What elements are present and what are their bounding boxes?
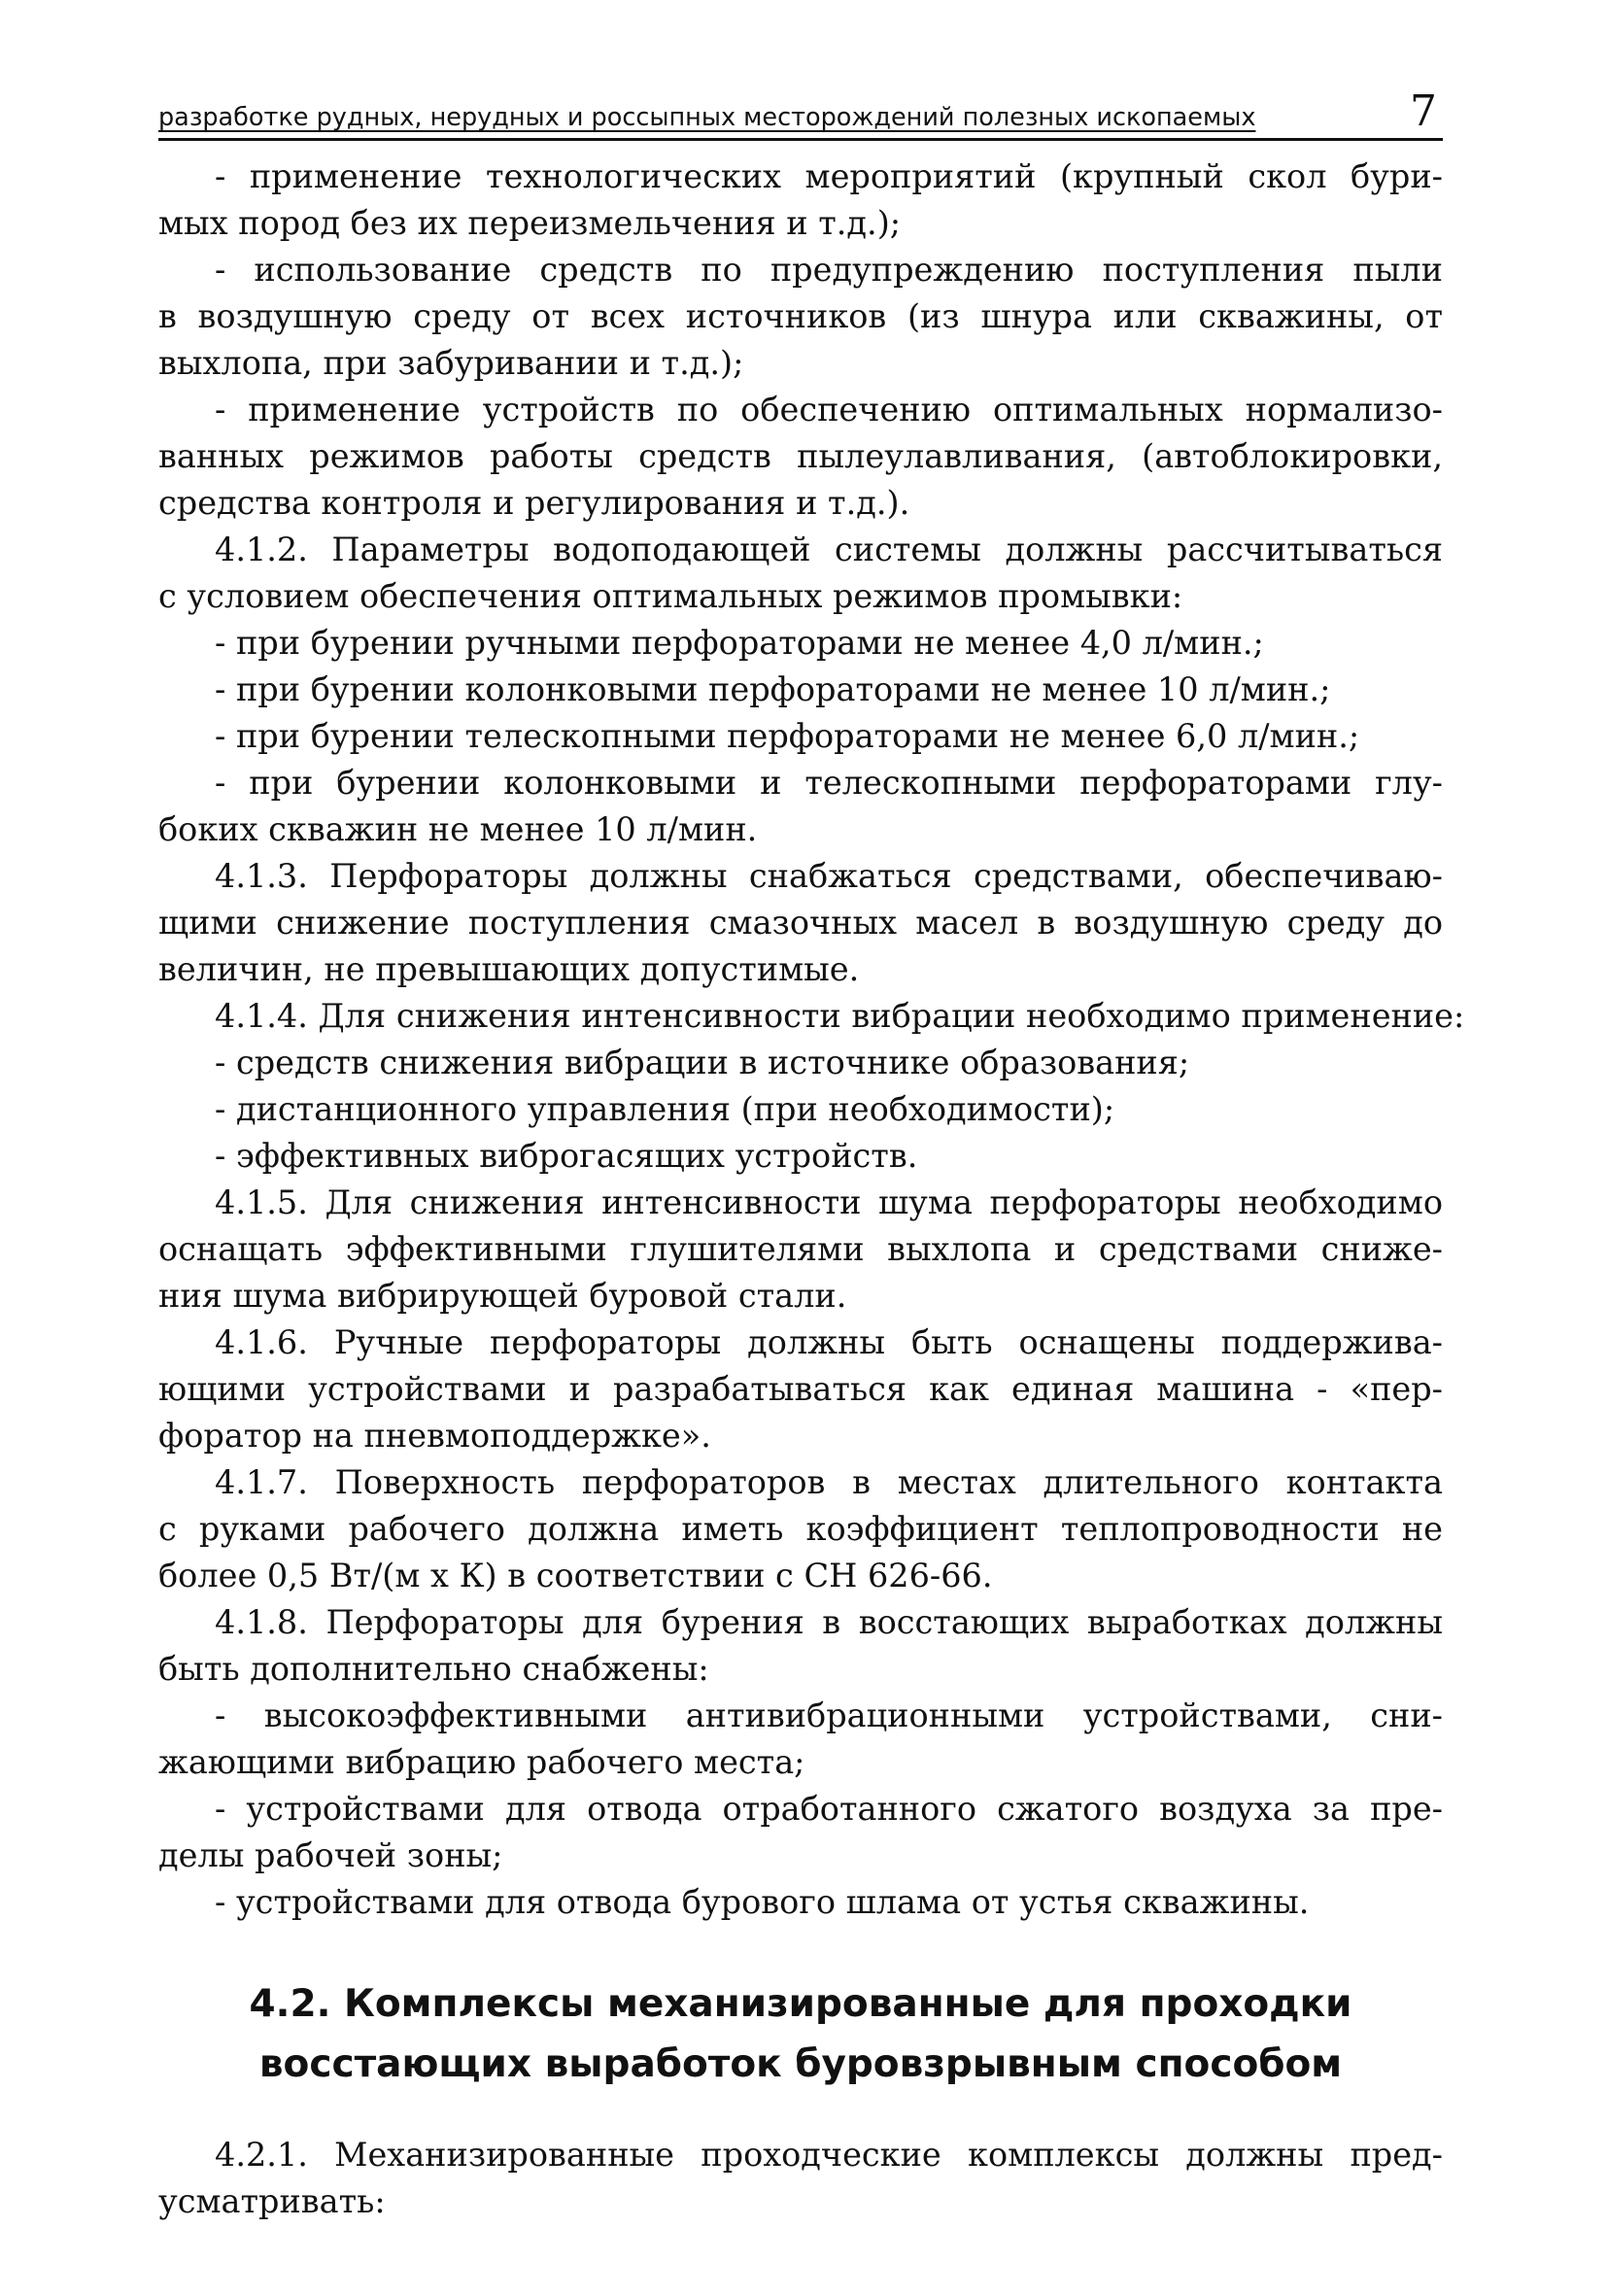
section-body-line: 4.2.1. Механизированные проходческие комплексы должны пред- bbox=[215, 2136, 1443, 2174]
body-line: - применение технологических мероприятий (крупный скол бури- bbox=[215, 157, 1443, 195]
running-header bbox=[158, 80, 1443, 141]
body-line: выхлопа, при забуривании и т.д.); bbox=[158, 344, 744, 382]
body-line: величин, не превышающих допустимые. bbox=[158, 950, 860, 988]
body-line: с руками рабочего должна иметь коэффициент теплопроводности не bbox=[158, 1510, 1443, 1548]
body-line: - при бурении колонковыми перфораторами не менее 10 л/мин.; bbox=[215, 670, 1331, 708]
body-line: - дистанционного управления (при необходимости); bbox=[215, 1090, 1115, 1128]
body-line: 4.1.6. Ручные перфораторы должны быть оснащены поддержива- bbox=[215, 1323, 1443, 1361]
body-line: делы рабочей зоны; bbox=[158, 1836, 503, 1874]
body-line: - применение устройств по обеспечению оптимальных нормализо- bbox=[215, 391, 1443, 428]
body-line: 4.1.4. Для снижения интенсивности вибрации необходимо применение: bbox=[215, 997, 1465, 1035]
body-line: 4.1.7. Поверхность перфораторов в местах длительного контакта bbox=[215, 1463, 1443, 1501]
body-line: ния шума вибрирующей буровой стали. bbox=[158, 1277, 847, 1315]
section-heading-line-2: восстающих выработок буровзрывным способом bbox=[258, 2042, 1343, 2086]
spacer bbox=[158, 2095, 1443, 2132]
body-line: мых пород без их переизмельчения и т.д.); bbox=[158, 204, 902, 242]
body-line: - устройствами для отвода отработанного сжатого воздуха за пре- bbox=[215, 1790, 1443, 1828]
body-line: средства контроля и регулирования и т.д.). bbox=[158, 484, 910, 522]
section-body-line: усматривать: bbox=[158, 2182, 386, 2220]
running-header-title: разработке рудных, нерудных и россыпных месторождений полезных ископаемых bbox=[158, 103, 1256, 132]
body-line: ющими устройствами и разрабатываться как единая машина - «пер- bbox=[158, 1370, 1443, 1408]
body-line: 4.1.8. Перфораторы для бурения в восстающих выработках должны bbox=[215, 1603, 1443, 1641]
body-line: форатор на пневмоподдержке». bbox=[158, 1417, 711, 1455]
body-line: - при бурении телескопными перфораторами не менее 6,0 л/мин.; bbox=[215, 717, 1360, 755]
page-number: 7 bbox=[1410, 86, 1437, 136]
body-line: - высокоэффективными антивибрационными устройствами, сни- bbox=[215, 1696, 1443, 1734]
body-line: 4.1.2. Параметры водоподающей системы должны рассчитываться bbox=[215, 531, 1443, 568]
body-line: 4.1.3. Перфораторы должны снабжаться средствами, обеспечиваю- bbox=[215, 857, 1443, 895]
page-body bbox=[158, 154, 1465, 2225]
body-line: 4.1.5. Для снижения интенсивности шума перфораторы необходимо bbox=[215, 1183, 1443, 1221]
body-line: - при бурении ручными перфораторами не менее 4,0 л/мин.; bbox=[215, 624, 1264, 662]
body-line: - устройствами для отвода бурового шлама от устья скважины. bbox=[215, 1883, 1310, 1921]
body-line: оснащать эффективными глушителями выхлопа и средствами сниже- bbox=[158, 1230, 1443, 1268]
spacer bbox=[158, 1926, 1443, 1974]
body-line: быть дополнительно снабжены: bbox=[158, 1650, 709, 1688]
body-line: ванных режимов работы средств пылеулавливания, (автоблокировки, bbox=[158, 437, 1443, 475]
body-line: - при бурении колонковыми и телескопными перфораторами глу- bbox=[215, 764, 1443, 802]
body-line: с условием обеспечения оптимальных режимов промывки: bbox=[158, 577, 1183, 615]
body-line: жающими вибрацию рабочего места; bbox=[158, 1743, 805, 1781]
body-line: боких скважин не менее 10 л/мин. bbox=[158, 810, 758, 848]
body-line: более 0,5 Вт/(м х К) в соответствии с СН 626-66. bbox=[158, 1557, 993, 1594]
body-line: щими снижение поступления смазочных масел в воздушную среду до bbox=[158, 904, 1443, 942]
section-heading-line-1: 4.2. Комплексы механизированные для проходки bbox=[249, 1982, 1352, 2026]
body-line: - средств снижения вибрации в источнике образования; bbox=[215, 1044, 1190, 1081]
body-line: в воздушную среду от всех источников (из шнура или скважины, от bbox=[158, 297, 1443, 335]
body-line: - эффективных виброгасящих устройств. bbox=[215, 1137, 918, 1175]
body-line: - использование средств по предупреждению поступления пыли bbox=[215, 251, 1443, 289]
